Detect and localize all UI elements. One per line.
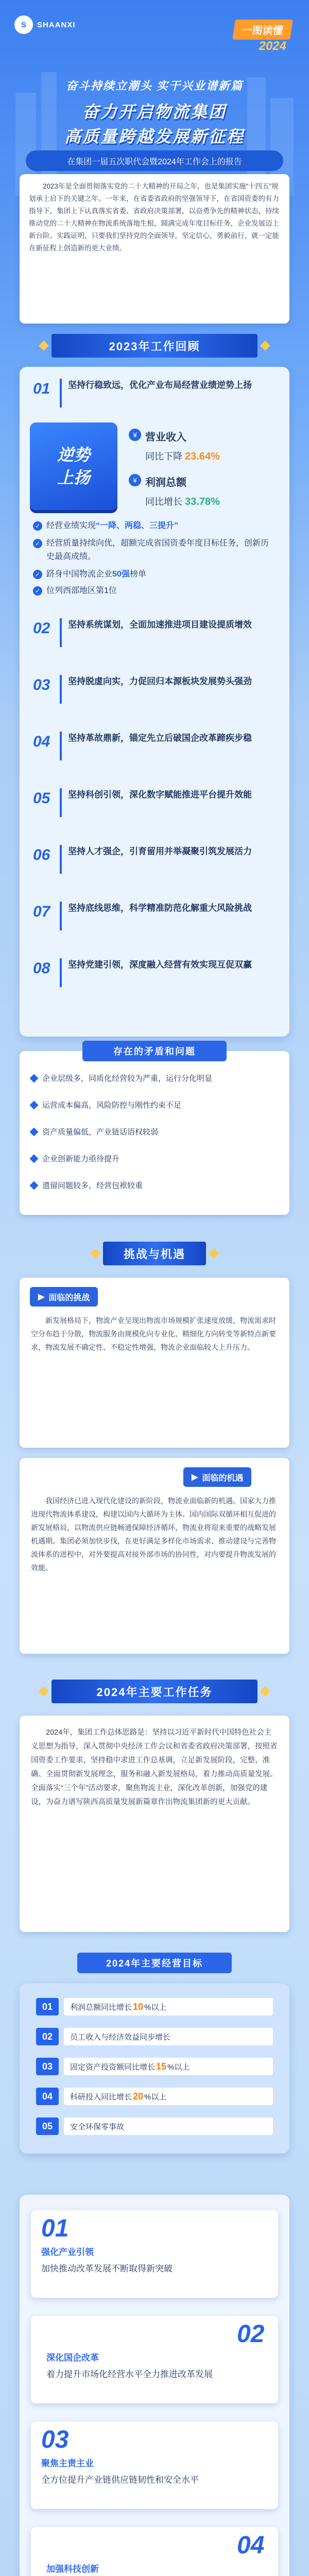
brand-logo: S	[14, 15, 33, 34]
review-item-num: 07	[33, 903, 50, 920]
divider	[60, 958, 62, 987]
review-item-num: 02	[33, 620, 50, 637]
target-index: 04	[36, 2088, 59, 2105]
review-bullet-4: 位列西部地区第1位	[46, 586, 117, 595]
task-heading: 聚焦主责主业	[41, 2459, 94, 2468]
check-icon: ✓	[33, 570, 42, 579]
header-tag: 一图读懂	[232, 20, 293, 40]
divider	[60, 788, 62, 817]
task-heading: 加强科技创新	[46, 2564, 99, 2574]
divider	[60, 732, 62, 760]
task-text: 全方位提升产业链供应链韧性和安全水平	[41, 2475, 199, 2485]
header-subtitle: 在集团一届五次职代会暨2024年工作会上的报告	[26, 150, 283, 171]
task-number: 04	[237, 2532, 265, 2559]
review-item-num: 04	[33, 733, 50, 750]
target-text	[64, 2088, 273, 2105]
review-item-1-text: 坚持行稳致远，优化产业布局经营业绩逆势上扬	[68, 380, 252, 390]
target-row	[36, 2084, 273, 2108]
revenue-text: 同比下降	[145, 451, 182, 462]
review-item-num: 06	[33, 846, 50, 863]
check-icon: ✓	[33, 539, 42, 548]
problem-text: 运营成本偏高，风险防控与刚性约束不足	[42, 1101, 182, 1110]
target-text	[64, 2028, 273, 2045]
target-row	[36, 2114, 273, 2138]
tasks-title: 2024年主要工作任务	[52, 1680, 258, 1703]
review-item-num: 05	[33, 790, 50, 807]
review-item-text: 坚持人才强企，引育留用并举凝聚引筑发展活力	[68, 846, 252, 856]
task-number: 01	[41, 2215, 69, 2242]
review-item-num: 08	[33, 960, 50, 977]
divider	[60, 902, 62, 930]
trend-badge	[30, 422, 117, 510]
brand	[14, 15, 76, 34]
problem-item	[31, 1099, 181, 1110]
problem-text: 资产质量偏低，产业链话语权较弱	[42, 1128, 159, 1137]
target-index: 02	[36, 2028, 59, 2045]
target-pre: 安全环保零事故	[70, 2122, 125, 2131]
review-title: 2023年工作回顾	[52, 334, 258, 358]
profit-label: 利润总额	[145, 477, 186, 488]
profit-stat	[145, 495, 220, 508]
diamond-icon	[30, 1181, 39, 1190]
divider	[60, 675, 62, 704]
profit-text: 同比增长	[145, 497, 182, 507]
task-number: 02	[237, 2320, 265, 2348]
target-pre: 员工收入与经济效益同步增长	[70, 2032, 171, 2042]
tasks-summary: 2024年，集团工作总体思路是：坚持以习近平新时代中国特色社会主义思想为指导，深入贯彻中央经济工作会议和省委省政府决策部署，按照省国资委工作要求，坚持稳中求进工作总基调，立足新发展阶段，完整、准确、全面贯彻新发展理念，服务和融入新发展格局，着力推动高质量发展。全面落实“三个年”活动要求，聚焦物流主业，深化改革创新，加强党的建设，为奋力谱写陕西高质量发展新篇章作出物流集团新的更大贡献。	[31, 1728, 278, 1806]
target-row	[36, 2055, 273, 2078]
header-line-1: 奋斗持续立潮头 实干兴业谱新篇	[65, 79, 244, 92]
tab-opportunities-label: 面临的机遇	[202, 1473, 244, 1483]
challenges-title: 挑战与机遇	[103, 1242, 206, 1265]
diamond-icon	[30, 1127, 39, 1136]
tab-challenges-label: 面临的挑战	[48, 1293, 90, 1302]
target-text	[64, 1998, 273, 2015]
target-post: %以上	[167, 2062, 190, 2072]
revenue-label: 营业收入	[145, 432, 186, 443]
problem-text: 企业层级多，同质化经营较为严重，运行分化明显	[42, 1074, 213, 1083]
profit-value: 33.78%	[185, 496, 220, 507]
diamond-icon	[30, 1154, 39, 1163]
problem-item	[31, 1153, 119, 1164]
target-row	[36, 2025, 273, 2048]
task-number: 03	[41, 2426, 69, 2453]
review-item-text: 坚持党建引领，深度融入经营有效实现互促双赢	[68, 960, 252, 970]
profit-icon: ¥	[129, 474, 141, 486]
challenges-text: 新发展格局下，物流产业呈现出物流市场规模扩张速度放缓，物流需求时空分布趋于分散，物流服务由规模化向专业化、精细化方向转变等新特点新要求，物流发展不确定性、不稳定性增强，物流企业面临较大上升压力。	[31, 1316, 276, 1351]
intro-text: 2023年是全面贯彻落实党的二十大精神的开局之年，也是集团实施“十四五”规划承上启下的关键之年。一年来，在省委省政府的坚强领导下，在省国资委的有力指导下，集团上下认真落实省委、省政府决策部署，以奋勇争先的精神状态，持续推动党的二十大精神在物流系统落地生根，圆满完成年度目标任务，企业发展迈上新台阶。实践证明，只要我们坚持党的全面领导，坚定信心，勇毅前行，就一定能在新征程上创造新的更大业绩。	[29, 182, 279, 252]
target-post: %以上	[144, 2092, 167, 2102]
review-item-text: 坚持革故鼎新，锚定先立后破国企改革蹄疾步稳	[68, 733, 252, 743]
target-post: %以上	[144, 2003, 167, 2012]
diamond-icon	[30, 1100, 39, 1109]
target-text	[64, 2117, 273, 2135]
target-val: 20	[133, 2091, 144, 2102]
header-line-3: 高质量跨越发展新征程	[64, 127, 245, 146]
target-val: 10	[133, 2001, 144, 2012]
badge-line-1: 逆势	[57, 446, 90, 464]
brand-name: SHAANXI	[37, 20, 76, 29]
review-bullet-3: 跻身中国物流企业50强榜单	[46, 570, 146, 579]
check-icon: ✓	[33, 521, 42, 531]
review-item-text: 坚持科创引领，深化数字赋能推进平台提升效能	[68, 790, 252, 800]
divider	[60, 618, 62, 647]
check-icon: ✓	[33, 586, 42, 596]
task-heading: 深化国企改革	[46, 2353, 99, 2363]
review-item-num: 01	[33, 380, 50, 397]
badge-line-2: 上扬	[57, 468, 90, 487]
problem-item	[31, 1073, 212, 1083]
target-pre: 固定资产投资额同比增长	[70, 2062, 156, 2072]
review-item-text: 坚持系统谋划，全面加速推进项目建设提质增效	[68, 620, 252, 630]
target-index: 01	[36, 1998, 59, 2015]
target-pre: 科研投入同比增长	[70, 2092, 132, 2102]
review-item-text: 坚持底线思维，科学精准防范化解重大风险挑战	[68, 903, 252, 913]
tab-arrow-icon: ▶	[38, 1293, 45, 1301]
review-item-text: 坚持脱虚向实，力促回归本源板块发展势头强劲	[68, 676, 252, 686]
task-text: 加快推动改革发展不断取得新突破	[41, 2264, 173, 2274]
header-year: 2024	[259, 39, 286, 53]
target-val: 15	[156, 2061, 167, 2072]
revenue-stat	[145, 449, 220, 463]
target-text	[64, 2058, 273, 2075]
tab-arrow-icon: ▶	[192, 1473, 198, 1482]
problem-item	[31, 1126, 158, 1137]
problem-item	[31, 1180, 143, 1191]
review-bullet-2: 经营质量持续向优，超额完成省国资委年度目标任务，创新历史最高成绩。	[46, 539, 269, 561]
review-bullet-1: 经营业绩实现“一降、两稳、三提升”	[46, 521, 179, 530]
target-pre: 利润总额同比增长	[70, 2003, 132, 2012]
problem-text: 企业创新能力亟待提升	[42, 1155, 120, 1163]
targets-title: 2024年主要经营目标	[77, 1953, 232, 1973]
review-item-num: 03	[33, 676, 50, 693]
problem-text: 遗留问题较多，经营包袱较重	[42, 1181, 143, 1190]
revenue-icon: ¥	[129, 429, 141, 441]
task-text: 着力提升市场化经营水平全力推进改革发展	[46, 2369, 213, 2379]
diamond-icon	[30, 1074, 39, 1082]
target-index: 05	[36, 2117, 59, 2135]
divider	[60, 379, 62, 408]
tab-opportunities	[183, 1467, 251, 1487]
header-line-2: 奋力开启物流集团	[82, 103, 227, 121]
tab-challenges	[30, 1287, 98, 1307]
opportunities-text: 我国经济已进入现代化建设的新阶段，物流业面临新的机遇。国家大力推进现代物流体系建设，构建以国内大循环为主体、国内国际双循环相互促进的新发展格局，以物流供应链畅通保障经济循环，物流业将迎来重要的战略发展机遇期。集团必须加快步伐，在更好满足多样化市场需求、推动建设与完善物流体系的进程中，对外要提高对接外部市场的协同性，对内要提升物流发展的效能。	[31, 1497, 276, 1572]
revenue-value: 23.64%	[185, 451, 220, 462]
target-index: 03	[36, 2058, 59, 2075]
task-heading: 强化产业引领	[41, 2247, 94, 2257]
problems-title: 存在的矛盾和问题	[82, 1041, 227, 1061]
target-row	[36, 1995, 273, 2019]
divider	[60, 845, 62, 874]
